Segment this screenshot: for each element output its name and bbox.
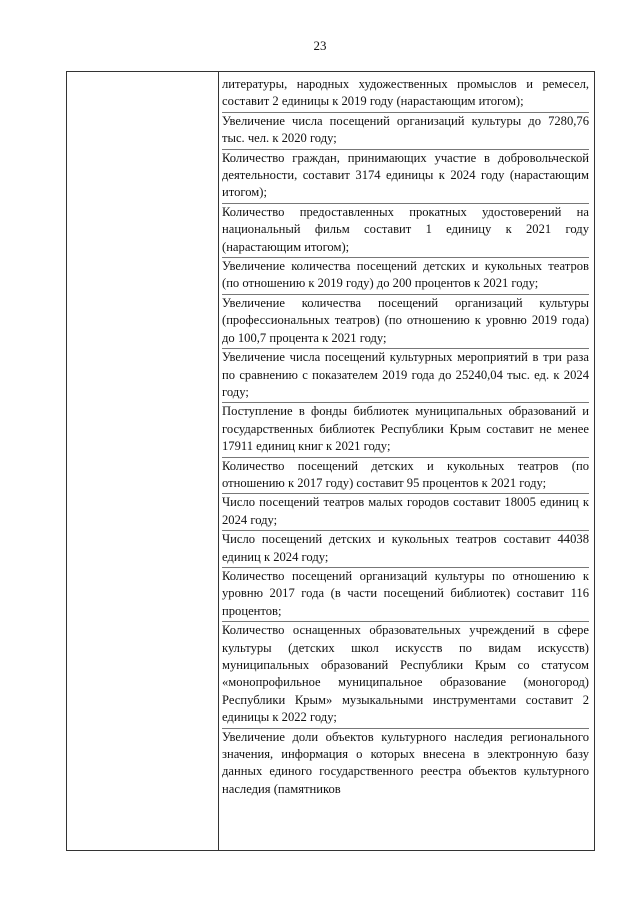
indicators-table <box>66 71 595 851</box>
indicator-paragraph: Количество оснащенных образовательных учреждений в сфере культуры (детских школ искусств по видам искусств) муниципальных образований Республики Крым со статусом «монопрофильное муниципальное образование (моногород) Республики Крым» музыкальными инструментами составит 2 единицы к 2022 году; <box>222 622 589 728</box>
indicators-cell <box>222 76 589 799</box>
indicator-paragraph: Число посещений театров малых городов составит 18005 единиц к 2024 году; <box>222 494 589 531</box>
indicator-paragraph: Увеличение доли объектов культурного наследия регионального значения, информация о которых внесена в электронную базу данных единого государственного реестра объектов культурного наследия (памятников <box>222 729 589 796</box>
indicator-paragraph: Число посещений детских и кукольных театров составит 44038 единиц к 2024 году; <box>222 531 589 568</box>
page-number: 23 <box>313 38 327 53</box>
indicator-paragraph: Увеличение числа посещений организаций культуры до 7280,76 тыс. чел. к 2020 году; <box>222 113 589 150</box>
indicator-paragraph: Количество предоставленных прокатных удостоверений на национальный фильм составит 1 единицу к 2021 году (нарастающим итогом); <box>222 204 589 258</box>
indicator-paragraph: Количество посещений детских и кукольных театров (по отношению к 2017 году) составит 95 процентов к 2021 году; <box>222 458 589 495</box>
indicator-paragraph: литературы, народных художественных промыслов и ремесел, составит 2 единицы к 2019 году (нарастающим итогом); <box>222 76 589 113</box>
indicator-paragraph: Увеличение числа посещений культурных мероприятий в три раза по сравнению с показателем 2019 года до 25240,04 тыс. ед. к 2024 году; <box>222 349 589 403</box>
column-divider <box>218 72 219 850</box>
indicator-paragraph: Количество посещений организаций культуры по отношению к уровню 2017 года (в части посещений библиотек) составит 116 процентов; <box>222 568 589 622</box>
indicator-paragraph: Увеличение количества посещений организаций культуры (профессиональных театров) (по отношению к уровню 2019 года) до 100,7 процента к 2021 году; <box>222 295 589 349</box>
indicator-paragraph: Увеличение количества посещений детских и кукольных театров (по отношению к 2019 году) до 200 процентов к 2021 году; <box>222 258 589 295</box>
indicator-paragraph: Количество граждан, принимающих участие в добровольческой деятельности, составит 3174 единицы к 2024 году (нарастающим итогом); <box>222 150 589 204</box>
indicator-paragraph: Поступление в фонды библиотек муниципальных образований и государственных библиотек Республики Крым составит не менее 17911 единиц книг к 2021 году; <box>222 403 589 457</box>
